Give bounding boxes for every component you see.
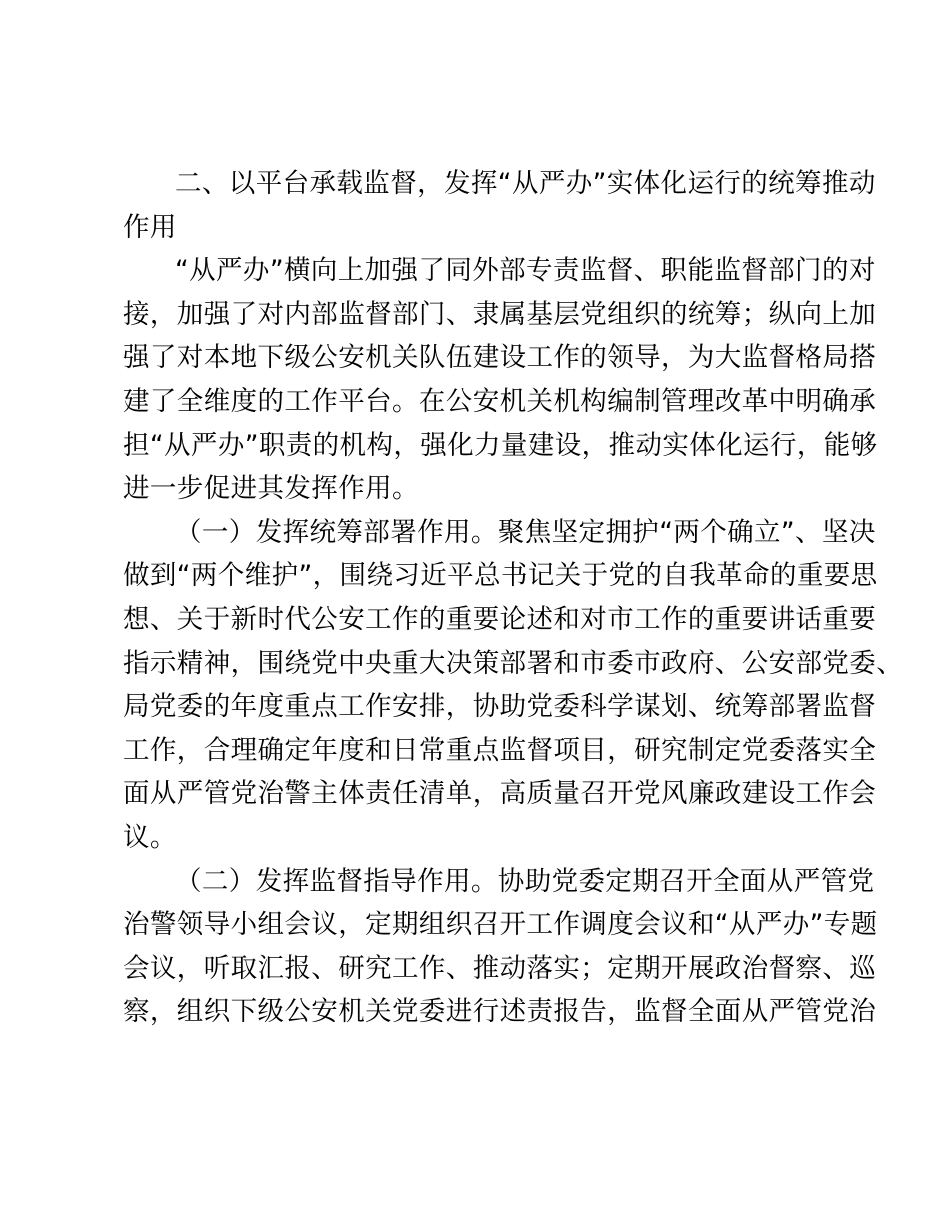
paragraph-line: 建了全维度的工作平台。在公安机关机构编制管理改革中明确承 <box>123 385 877 417</box>
subsection-1-line: （一）发挥统筹部署作用。聚焦坚定拥护“两个确立”、坚决 <box>175 516 876 548</box>
paragraph-line: 强了对本地下级公安机关队伍建设工作的领导，为大监督格局搭 <box>123 342 877 374</box>
paragraph-line: 会议，听取汇报、研究工作、推动落实；定期开展政治督察、巡 <box>123 952 877 984</box>
paragraph-line: 面从严管党治警主体责任清单，高质量召开党风廉政建设工作会 <box>123 778 877 810</box>
paragraph-line: 想、关于新时代公安工作的重要论述和对市工作的重要讲话重要 <box>123 603 877 635</box>
paragraph-line: 指示精神，围绕党中央重大决策部署和市委市政府、公安部党委、 <box>123 647 904 679</box>
paragraph-line: 担“从严办”职责的机构，强化力量建设，推动实体化运行，能够 <box>123 429 878 461</box>
paragraph-line: 接，加强了对内部监督部门、隶属基层党组织的统筹；纵向上加 <box>123 298 877 330</box>
document-body <box>123 162 904 1034</box>
paragraph-line: 进一步促进其发挥作用。 <box>123 473 419 505</box>
paragraph-line: 做到“两个维护”，围绕习近平总书记关于党的自我革命的重要思 <box>123 560 878 592</box>
section-heading-line-2: 作用 <box>123 211 177 243</box>
paragraph-line: 治警领导小组会议，定期组织召开工作调度会议和“从严办”专题 <box>123 909 878 941</box>
paragraph-line: “从严办”横向上加强了同外部专责监督、职能监督部门的对 <box>175 255 876 287</box>
paragraph-line: 局党委的年度重点工作安排，协助党委科学谋划、统筹部署监督 <box>123 691 877 723</box>
subsection-2-line: （二）发挥监督指导作用。协助党委定期召开全面从严管党 <box>175 865 875 897</box>
section-heading-line-1: 二、以平台承载监督，发挥“从严办”实体化运行的统筹推动 <box>175 168 876 199</box>
paragraph-line: 议。 <box>123 821 177 853</box>
paragraph-line: 察，组织下级公安机关党委进行述责报告，监督全面从严管党治 <box>123 996 877 1028</box>
paragraph-line: 工作，合理确定年度和日常重点监督项目，研究制定党委落实全 <box>123 734 877 766</box>
